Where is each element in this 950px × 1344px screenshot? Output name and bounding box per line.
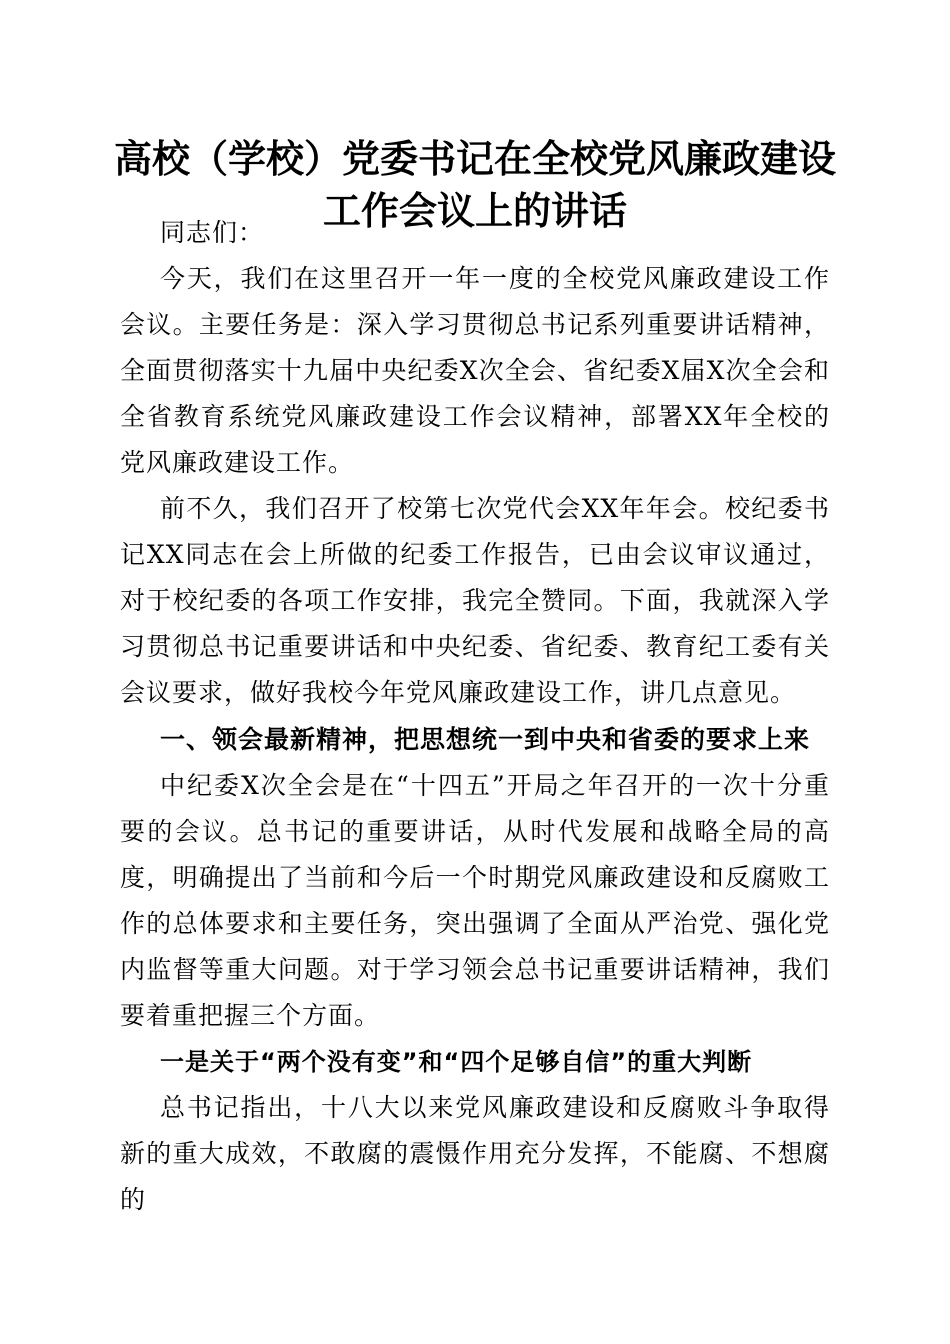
- document-body: [120, 210, 830, 1224]
- paragraph-intro: 今天，我们在这里召开一年一度的全校党风廉政建设工作会议。主要任务是：深入学习贯彻总书记系列重要讲话精神，全面贯彻落实十九届中央纪委X次全会、省纪委X届X次全会和全省教育系统党风廉政建设工作会议精神，部署XX年全校的党风廉政建设工作。: [120, 264, 830, 477]
- paragraph-background: 前不久，我们召开了校第七次党代会XX年年会。校纪委书记XX同志在会上所做的纪委工作报告，已由会议审议通过，对于校纪委的各项工作安排，我完全赞同。下面，我就深入学习贯彻总书记重要讲话和中央纪委、省纪委、教育纪工委有关会议要求，做好我校今年党风廉政建设工作，讲几点意见。: [120, 494, 830, 708]
- greeting: 同志们：: [160, 218, 265, 247]
- section-1-paragraph: 中纪委X次全会是在“十四五”开局之年召开的一次十分重要的会议。总书记的重要讲话，从时代发展和战略全局的高度，明确提出了当前和今后一个时期党风廉政建设和反腐败工作的总体要求和主要任务，突出强调了全面从严治党、强化党内监督等重大问题。对于学习领会总书记重要讲话精神，我们要着重把握三个方面。: [120, 770, 830, 1030]
- subsection-1-paragraph: 总书记指出，十八大以来党风廉政建设和反腐败斗争取得新的重大成效，不敢腐的震慑作用充分发挥，不能腐、不想腐的: [120, 1093, 830, 1215]
- subsection-heading-1: 一是关于“两个没有变”和“四个足够自信”的重大判断: [160, 1048, 753, 1077]
- section-heading-1: 一、领会最新精神，把思想统一到中央和省委的要求上来: [160, 724, 811, 754]
- document-title: 高校（学校）党委书记在全校党风廉政建设工作会议上的讲话: [113, 136, 836, 233]
